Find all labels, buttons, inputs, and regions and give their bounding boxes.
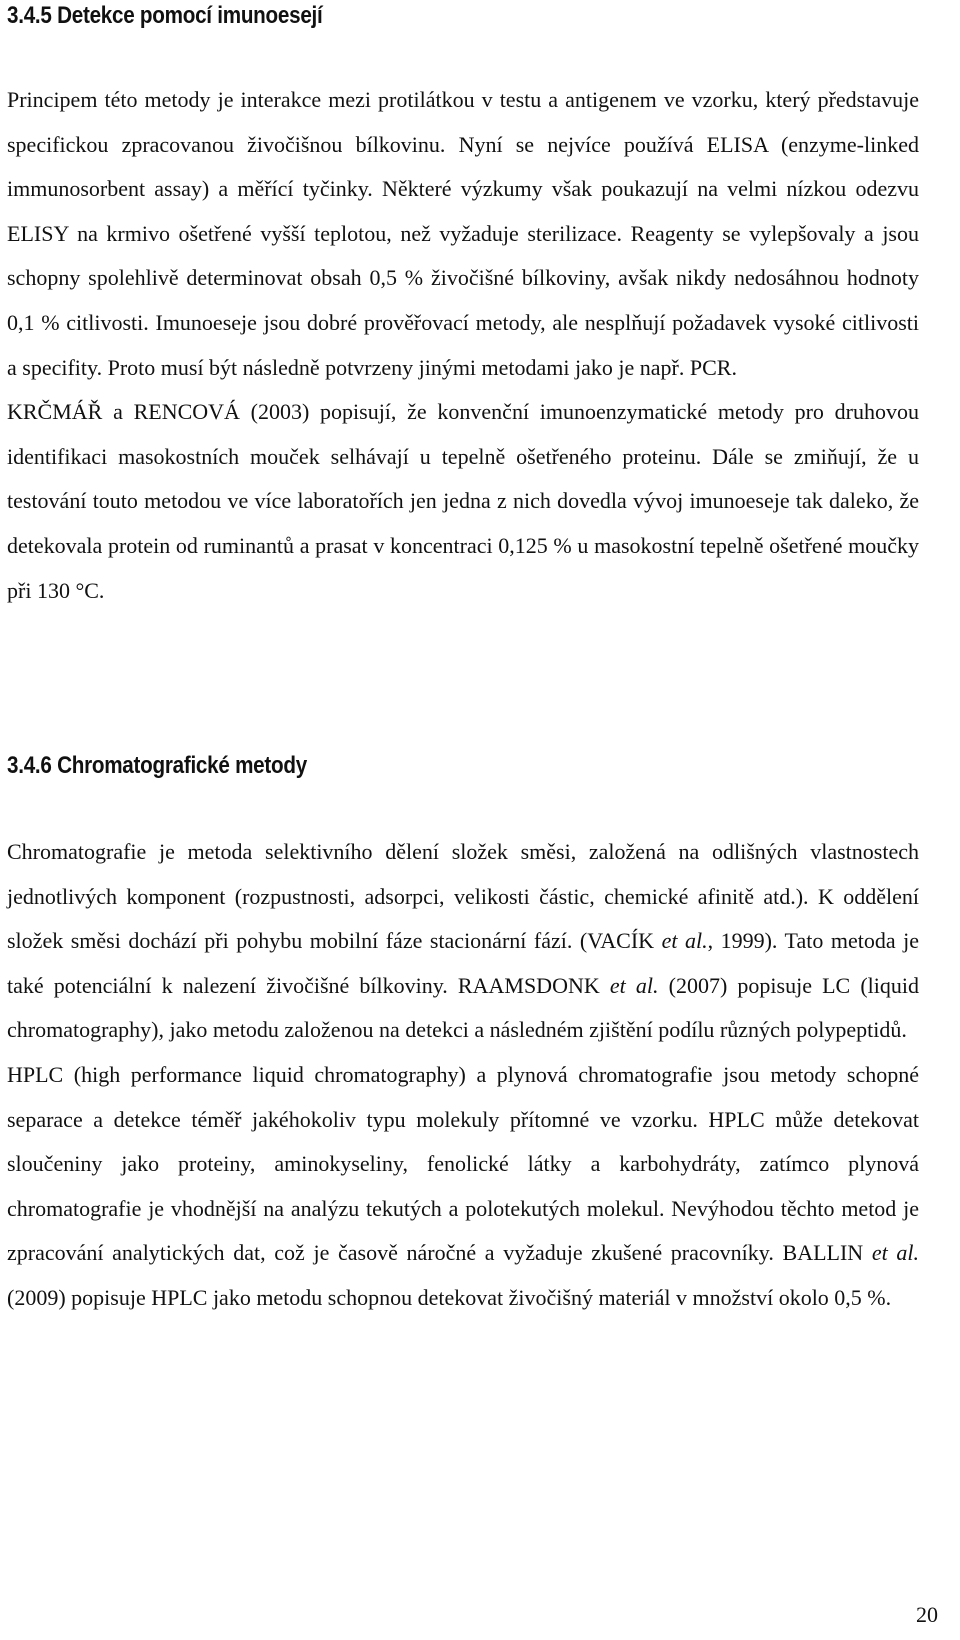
section-body xyxy=(7,78,919,613)
citation-italic: et al. xyxy=(609,972,659,998)
section-heading: 3.4.5 Detekce pomocí imunoesejí xyxy=(7,2,323,29)
paragraph xyxy=(7,830,919,1053)
paragraph xyxy=(7,1053,919,1321)
section-body xyxy=(7,830,919,1321)
text-run: , 1999). Tato metoda je také potenciální k nalezení živočišné bílkoviny. RAAMSDONK xyxy=(7,928,919,998)
section-heading: 3.4.6 Chromatografické metody xyxy=(7,752,307,779)
paragraph: KRČMÁŘ a RENCOVÁ (2003) popisují, že konvenční imunoenzymatické metody pro druhovou identifikaci masokostních mouček selhávají u tepelně ošetřeného proteinu. Dále se zmiňují, že u testování touto metodou ve více laboratořích jen jedna z nich dovedla vývoj imunoeseje tak daleko, že detekovala protein od ruminantů a prasat v koncentraci 0,125 % u masokostní tepelně ošetřené moučky při 130 °C. xyxy=(7,399,919,603)
page-number: 20 xyxy=(916,1602,938,1627)
text-run: (2007) popisuje LC (liquid chromatography), jako metodu založenou na detekci a následném zjištění podílu různých polypeptidů. xyxy=(7,972,919,1043)
text-run: Chromatografie je metoda selektivního dělení složek směsi, založená na odlišných vlastnostech jednotlivých komponent (rozpustnosti, adsorpci, velikosti částic, chemické afinitě atd.). K oddělení složek směsi dochází při pohybu mobilní fáze stacionární fází. (VACÍK xyxy=(7,839,919,954)
text-run: HPLC (high performance liquid chromatography) a plynová chromatografie jsou metody schopné separace a detekce téměř jakéhokoliv typu molekuly přítomné ve vzorku. HPLC může detekovat sloučeniny jako proteiny, aminokyseliny, fenolické látky a karbohydráty, zatímco plynová chromatografie je vhodnější na analýzu tekutých a polotekutých molekul. Nevýhodou těchto metod je zpracování analytických dat, což je časově náročné a vyžaduje zkušené pracovníky. BALLIN xyxy=(7,1061,919,1266)
citation-italic: et al. xyxy=(871,1240,919,1266)
citation-italic: et al. xyxy=(661,928,708,954)
paragraph: Principem této metody je interakce mezi protilátkou v testu a antigenem ve vzorku, který představuje specifickou zpracovanou živočišnou bílkovinu. Nyní se nejvíce používá ELISA (enzyme-linked immunosorbent assay) a měřící tyčinky. Některé výzkumy však poukazují na velmi nízkou odezvu ELISY na krmivo ošetřené vyšší teplotou, než vyžaduje sterilizace. Reagenty se vylepšovaly a jsou schopny spolehlivě determinovat obsah 0,5 % živočišné bílkoviny, avšak nikdy nedosáhnou hodnoty 0,1 % citlivosti. Imunoeseje jsou dobré prověřovací metody, ale nesplňují požadavek vysoké citlivosti a specifity. Proto musí být následně potvrzeny jinými metodami jako je např. PCR. xyxy=(7,87,919,380)
text-run: (2009) popisuje HPLC jako metodu schopnou detekovat živočišný materiál v množství okolo 0,5 %. xyxy=(7,1284,892,1310)
